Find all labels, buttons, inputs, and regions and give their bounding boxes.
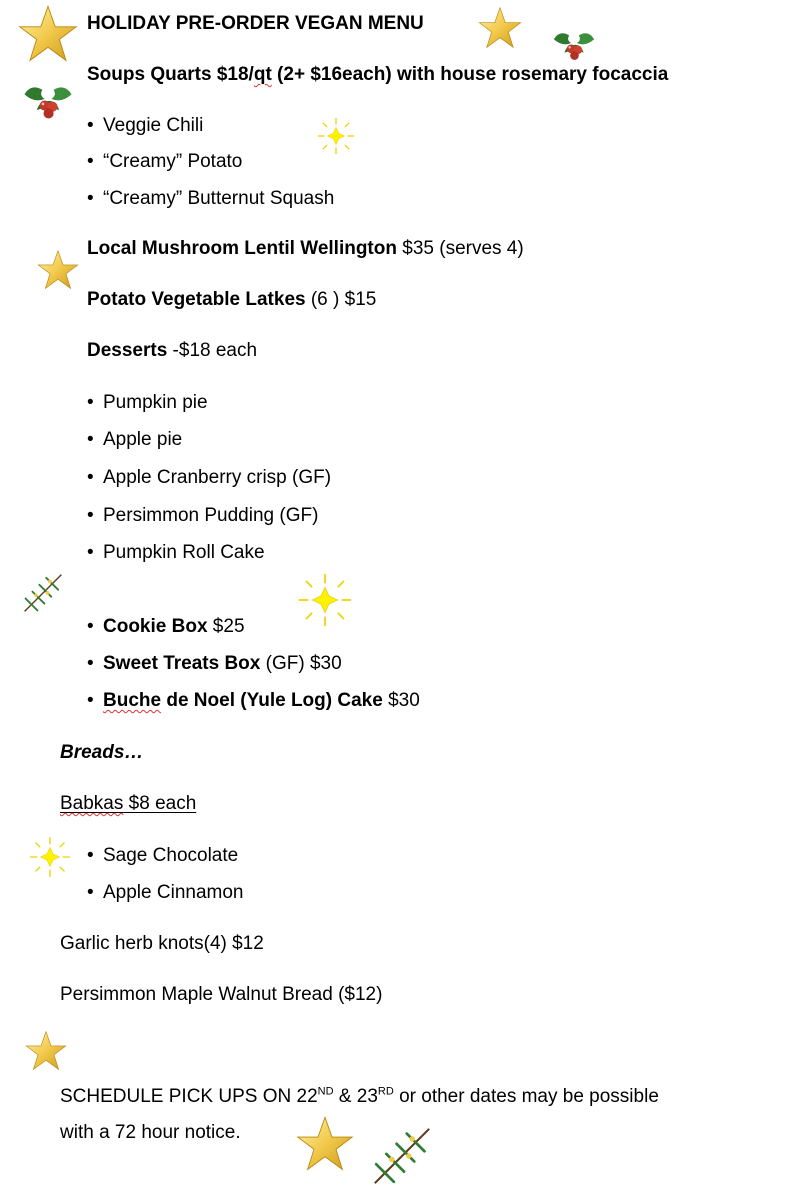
soups-qt: qt bbox=[253, 64, 272, 85]
bullet: • bbox=[87, 505, 94, 526]
desserts-heading bbox=[87, 339, 257, 363]
list-item: • Pumpkin Roll Cake bbox=[87, 542, 265, 563]
list-item: • Cookie Box $25 bbox=[87, 616, 245, 637]
bullet: • bbox=[87, 882, 94, 903]
wellington-name: Local Mushroom Lentil Wellington bbox=[87, 238, 397, 259]
star-icon bbox=[478, 6, 522, 50]
persimmon-bread-line: Persimmon Maple Walnut Bread ($12) bbox=[60, 984, 383, 1005]
star-icon bbox=[296, 1115, 354, 1173]
menu-title: HOLIDAY PRE-ORDER VEGAN MENU bbox=[87, 13, 424, 34]
bullet: • bbox=[87, 542, 94, 563]
list-item: • Sage Chocolate bbox=[87, 845, 239, 866]
bullet: • bbox=[87, 653, 94, 674]
list-item: • Pumpkin pie bbox=[87, 392, 208, 413]
sparkle-icon bbox=[28, 835, 72, 879]
soups-rest: (2+ $16each) with house rosemary focaccia bbox=[271, 64, 669, 85]
star-icon bbox=[24, 1030, 68, 1072]
list-item: • Apple Cinnamon bbox=[87, 882, 244, 903]
bullet: • bbox=[87, 690, 94, 711]
soups-heading bbox=[87, 63, 668, 87]
babkas-line bbox=[60, 792, 196, 816]
pine-sprig-icon bbox=[18, 570, 68, 616]
garlic-knots-line: Garlic herb knots(4) $12 bbox=[60, 933, 264, 954]
schedule-line: SCHEDULE PICK UPS ON 22ND & 23RD or other dates may be possible bbox=[60, 1085, 659, 1107]
soups-label: Soups Quarts $18/ bbox=[87, 64, 254, 85]
babkas-price: $8 each bbox=[123, 793, 197, 814]
list-item: • Veggie Chili bbox=[87, 115, 204, 136]
schedule-note: with a 72 hour notice. bbox=[60, 1122, 241, 1143]
list-item: • Persimmon Pudding (GF) bbox=[87, 505, 319, 526]
wellington-detail: $35 (serves 4) bbox=[396, 238, 524, 259]
star-icon bbox=[18, 4, 78, 64]
babkas-word: Babkas bbox=[60, 793, 124, 814]
holly-icon bbox=[20, 76, 76, 124]
pine-sprig-icon bbox=[368, 1120, 436, 1192]
sparkle-icon bbox=[296, 570, 354, 630]
latkes-line bbox=[87, 288, 376, 312]
holly-icon bbox=[550, 24, 598, 64]
wellington-line bbox=[87, 237, 524, 261]
bullet: • bbox=[87, 392, 94, 413]
list-item: • Apple pie bbox=[87, 429, 183, 450]
latkes-detail: (6 ) $15 bbox=[305, 289, 377, 310]
list-item: • Sweet Treats Box (GF) $30 bbox=[87, 653, 342, 674]
desserts-name: Desserts bbox=[87, 340, 168, 361]
sparkle-icon bbox=[316, 116, 356, 156]
star-icon bbox=[37, 249, 79, 291]
bullet: • bbox=[87, 115, 94, 136]
bullet: • bbox=[87, 616, 94, 637]
desserts-detail: -$18 each bbox=[167, 340, 258, 361]
bullet: • bbox=[87, 845, 94, 866]
latkes-name: Potato Vegetable Latkes bbox=[87, 289, 306, 310]
breads-heading: Breads… bbox=[60, 742, 144, 763]
bullet: • bbox=[87, 467, 94, 488]
list-item: • Buche de Noel (Yule Log) Cake $30 bbox=[87, 690, 420, 711]
bullet: • bbox=[87, 188, 94, 209]
list-item: • “Creamy” Butternut Squash bbox=[87, 188, 335, 209]
bullet: • bbox=[87, 429, 94, 450]
bullet: • bbox=[87, 151, 94, 172]
list-item: • “Creamy” Potato bbox=[87, 151, 243, 172]
list-item: • Apple Cranberry crisp (GF) bbox=[87, 467, 332, 488]
